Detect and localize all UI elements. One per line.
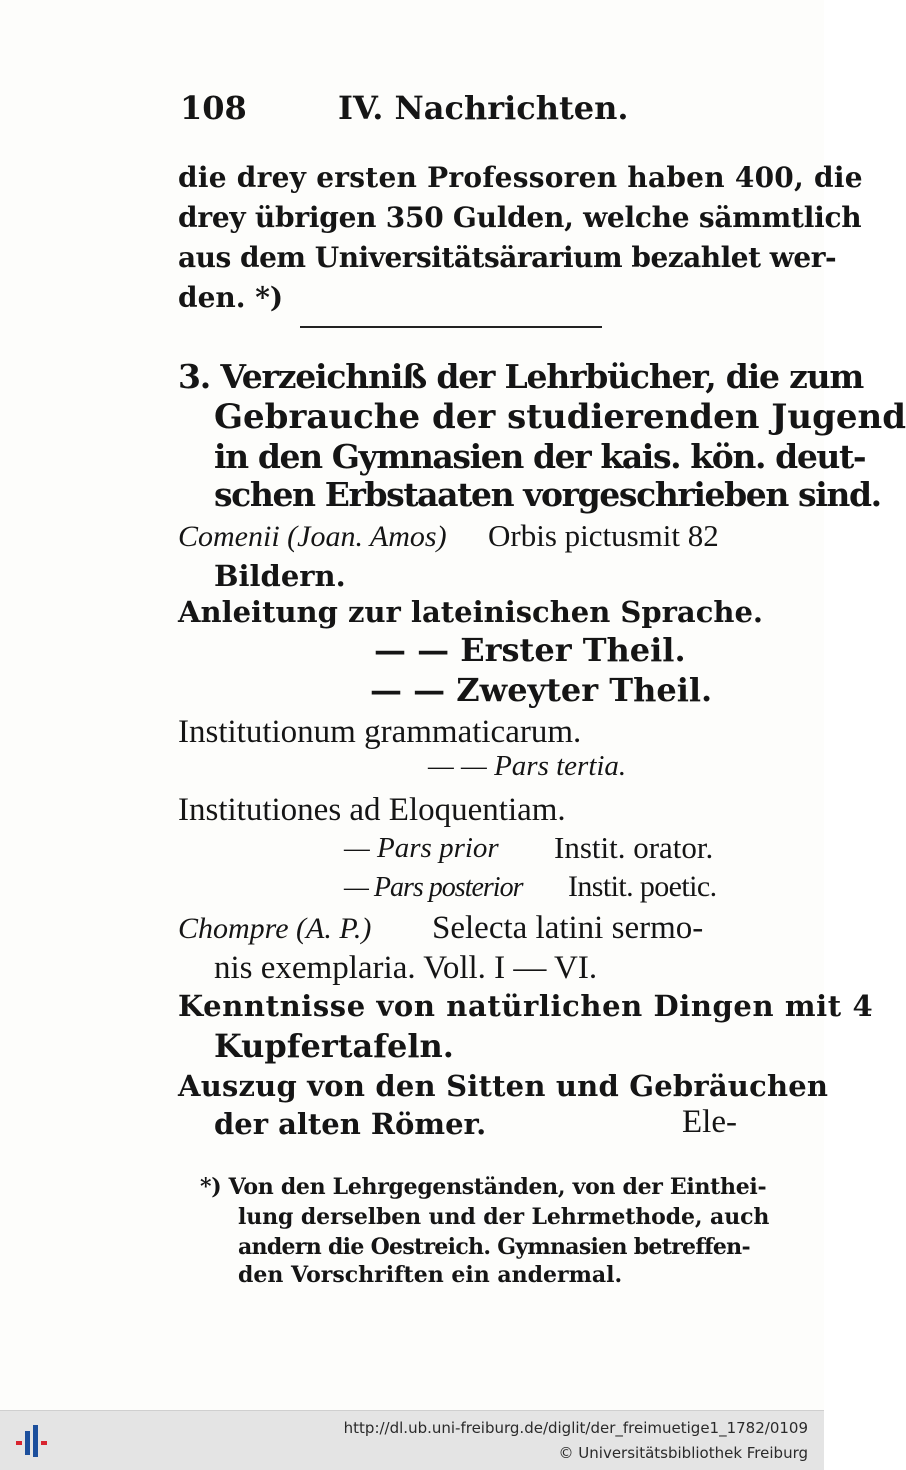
entry-pars-posterior-rest: Instit. poetic. xyxy=(568,870,717,903)
entry-zweyter-theil: — — Zweyter Theil. xyxy=(370,671,713,709)
section-heading-line: Gebrauche der studierenden Jugend xyxy=(214,397,906,437)
entry-comenius-title: Orbis pictusmit 82 xyxy=(488,518,719,553)
entry-comenius-author: Comenii (Joan. Amos) xyxy=(178,520,447,553)
entry-pars-prior-rest: Instit. orator. xyxy=(554,830,714,865)
document-url-link[interactable]: http://dl.ub.uni-freiburg.de/diglit/der_freimuetige1_1782/0109 xyxy=(343,1419,808,1437)
section-heading-line: in den Gymnasien der kais. kön. deut- xyxy=(214,437,866,476)
catchword: Ele- xyxy=(682,1104,737,1140)
footnote-line: den Vorschriften ein andermal. xyxy=(238,1262,623,1288)
copyright-notice: © Universitätsbibliothek Freiburg xyxy=(558,1444,808,1462)
paragraph-line: drey übrigen 350 Gulden, welche sämmtlich xyxy=(178,201,862,234)
paragraph-line: den. *) xyxy=(178,281,284,314)
section-heading-line: schen Erbstaaten vorgeschrieben sind. xyxy=(214,475,881,514)
footnote-line: andern die Oestreich. Gymnasien betreffen- xyxy=(238,1234,750,1260)
entry-pars-prior: — Pars prior xyxy=(344,832,499,864)
entry-auszug: Auszug von den Sitten und Gebräuchen xyxy=(178,1069,829,1103)
footnote-line: *) Von den Lehrgegenständen, von der Einthei- xyxy=(200,1174,767,1200)
entry-pars-posterior: — Pars posterior xyxy=(344,872,523,903)
entry-erster-theil: — — Erster Theil. xyxy=(374,631,686,669)
entry-kenntnisse-cont: Kupfertafeln. xyxy=(214,1027,454,1065)
entry-kenntnisse: Kenntnisse von natürlichen Dingen mit 4 xyxy=(178,989,874,1023)
entry-chompre-title: Selecta latini sermo- xyxy=(432,910,704,946)
entry-pars-tertia: — — Pars tertia. xyxy=(428,750,627,782)
page-number: 108 xyxy=(180,89,247,127)
paragraph-line: aus dem Universitätsärarium bezahlet wer- xyxy=(178,241,837,274)
entry-institutiones: Institutiones ad Eloquentiam. xyxy=(178,792,566,828)
entry-chompre-author: Chompre (A. P.) xyxy=(178,912,372,945)
ub-freiburg-logo-icon[interactable] xyxy=(12,1421,50,1461)
section-divider xyxy=(300,326,602,328)
paragraph-line: die drey ersten Professoren haben 400, die xyxy=(178,161,863,194)
section-heading-line: 3. Verzeichniß der Lehrbücher, die zum xyxy=(178,357,864,396)
viewer-footer xyxy=(0,1410,824,1470)
footnote-line: lung derselben und der Lehrmethode, auch xyxy=(238,1204,770,1230)
entry-auszug-cont: der alten Römer. xyxy=(214,1107,487,1141)
entry-anleitung: Anleitung zur lateinischen Sprache. xyxy=(178,595,763,629)
entry-institutionum: Institutionum grammaticarum. xyxy=(178,714,582,750)
entry-comenius-cont: Bildern. xyxy=(214,559,346,593)
running-head: IV. Nachrichten. xyxy=(338,89,629,127)
entry-chompre-cont: nis exemplaria. Voll. I — VI. xyxy=(214,950,598,986)
